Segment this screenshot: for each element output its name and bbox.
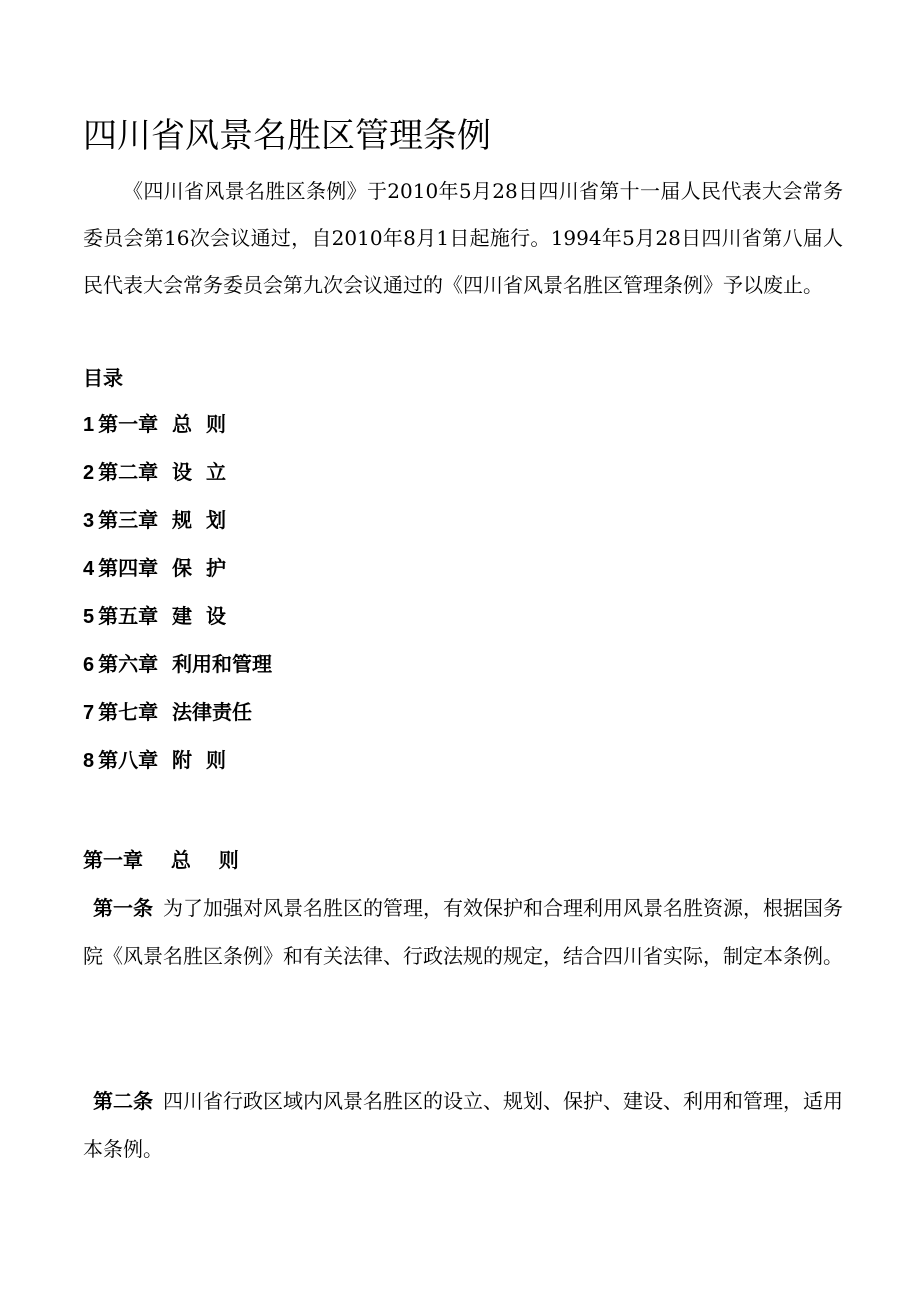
- toc-item-number: 1: [83, 414, 95, 436]
- toc-item-text: 第五章 建 设: [98, 604, 226, 628]
- toc-item-6[interactable]: [83, 646, 272, 694]
- article-label: 第二条: [93, 1089, 153, 1113]
- toc-item-3[interactable]: [83, 502, 272, 550]
- toc-item-text: 第六章 利用和管理: [98, 652, 273, 676]
- intro-paragraph: 《四川省风景名胜区条例》于2010年5月28日四川省第十一届人民代表大会常务委员会第16次会议通过，自2010年8月1日起施行。1994年5月28日四川省第八届人民代表大会常务委员会第九次会议通过的《四川省风景名胜区管理条例》予以废止。: [83, 179, 843, 297]
- article-text: 四川省行政区域内风景名胜区的设立、规划、保护、建设、利用和管理，适用本条例。: [83, 1089, 843, 1161]
- article-label: 第一条: [93, 896, 153, 920]
- toc-item-5[interactable]: [83, 598, 272, 646]
- toc-item-number: 2: [83, 462, 95, 484]
- chapter-heading: 第一章 总 则: [83, 848, 239, 872]
- toc-item-text: 第四章 保 护: [98, 556, 226, 580]
- toc-item-number: 7: [83, 702, 95, 724]
- article-1: [83, 884, 843, 980]
- toc-item-text: 第七章 法律责任: [98, 700, 253, 724]
- toc-item-number: 5: [83, 606, 95, 628]
- toc-item-text: 第三章 规 划: [98, 508, 226, 532]
- toc-item-text: 第二章 设 立: [98, 460, 226, 484]
- toc-heading: 目录: [83, 366, 123, 390]
- toc-list: [83, 406, 272, 790]
- document-title: 四川省风景名胜区管理条例: [83, 116, 491, 156]
- article-2: [83, 1077, 843, 1173]
- article-text: 为了加强对风景名胜区的管理，有效保护和合理利用风景名胜资源，根据国务院《风景名胜区条例》和有关法律、行政法规的规定，结合四川省实际，制定本条例。: [83, 896, 843, 968]
- toc-item-4[interactable]: [83, 550, 272, 598]
- toc-item-text: 第八章 附 则: [98, 748, 226, 772]
- toc-item-number: 4: [83, 558, 95, 580]
- toc-item-7[interactable]: [83, 694, 272, 742]
- toc-item-number: 3: [83, 510, 95, 532]
- toc-item-number: 8: [83, 750, 95, 772]
- toc-item-8[interactable]: [83, 742, 272, 790]
- toc-item-2[interactable]: [83, 454, 272, 502]
- toc-item-1[interactable]: [83, 406, 272, 454]
- toc-item-number: 6: [83, 654, 95, 676]
- toc-item-text: 第一章 总 则: [98, 412, 226, 436]
